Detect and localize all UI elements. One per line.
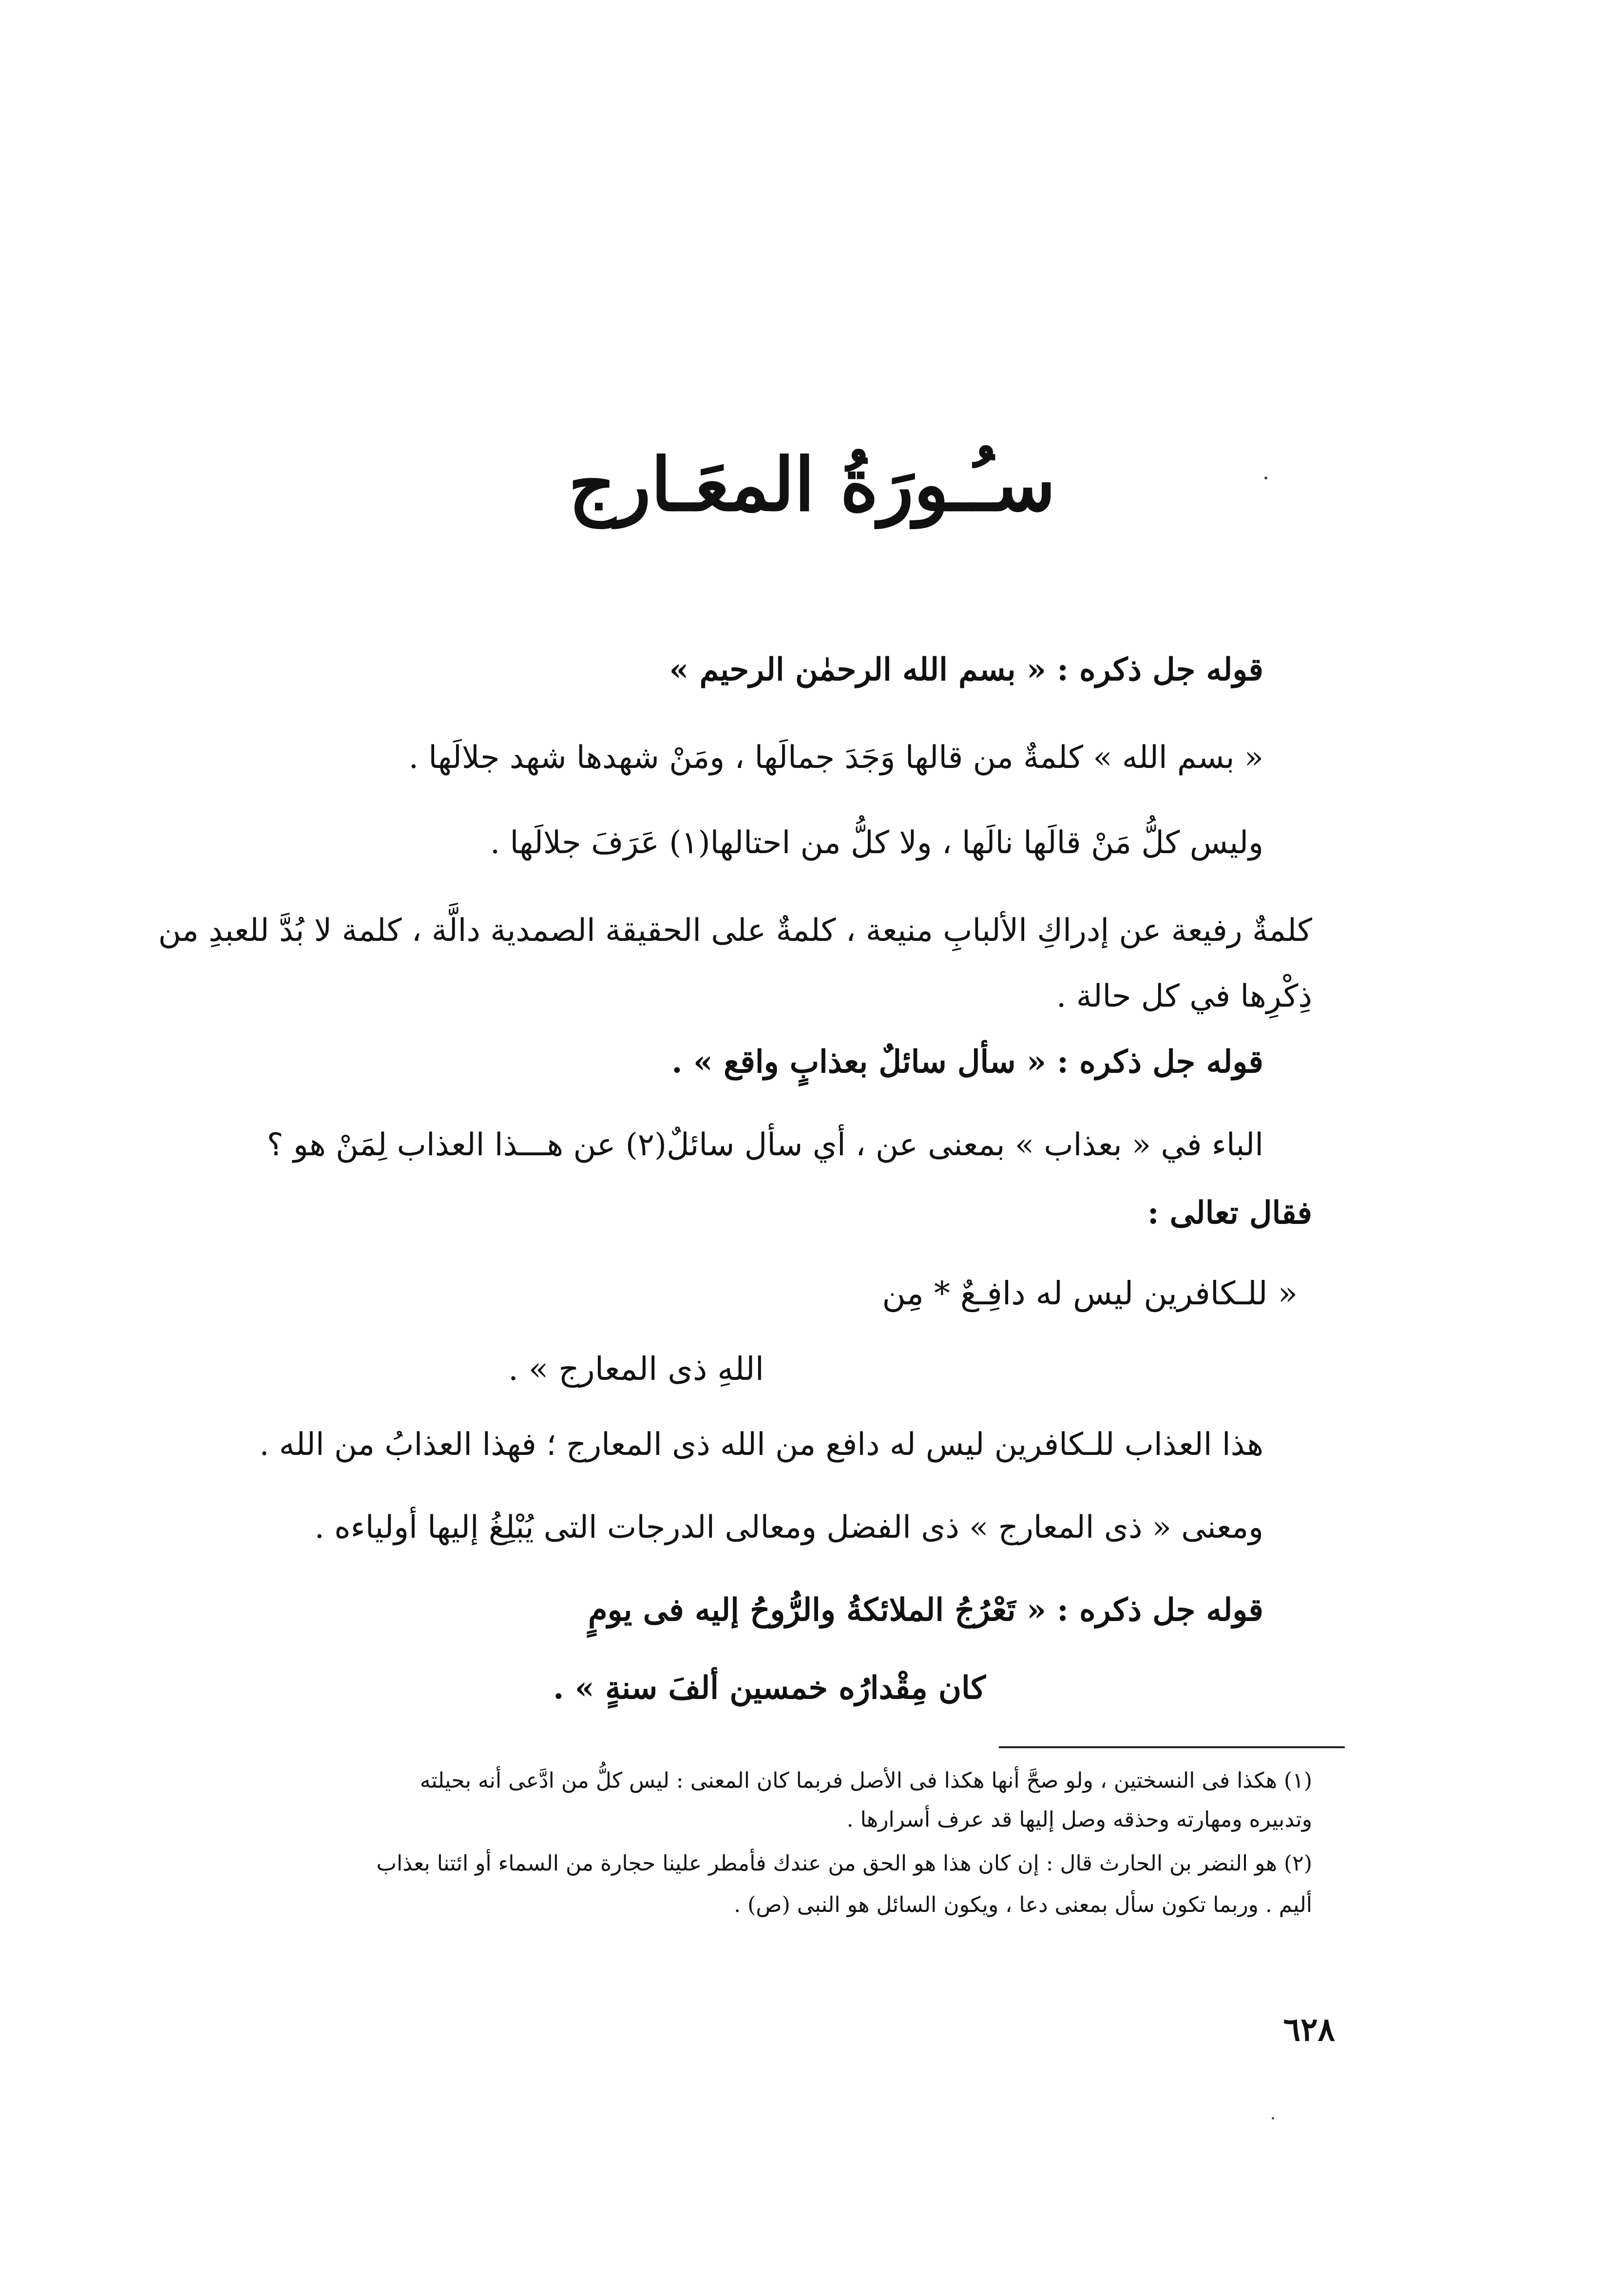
paragraph-line: هذا العذاب للـكافرين ليس له دافع من الله ذى المعارج ؛ فهذا العذابُ من الله .: [259, 1427, 1263, 1463]
footnote-line: (٢) هو النضر بن الحارث قال : إن كان هذا هو الحق من عندك فأمطر علينا حجارة من السماء أو ائتنا بعذاب: [376, 1851, 1312, 1876]
quran-verse-line: « للـكافرين ليس له دافِـعٌ * مِن: [882, 1275, 1298, 1312]
paragraph-line: الباء في « بعذاب » بمعنى عن ، أي سأل سائلٌ(٢) عن هـــذا العذاب لِمَنْ هو ؟: [267, 1127, 1263, 1163]
page-number: ٦٢٨: [1283, 2010, 1335, 2048]
heading-bismillah: قوله جل ذكره : « بسم الله الرحمٰن الرحيم »: [669, 651, 1263, 688]
paragraph-line: كلمةٌ رفيعة عن إدراكِ الألبابِ منيعة ، كلمةٌ على الحقيقة الصمدية دالَّة ، كلمة لا بُدَّ للعبدِ من: [158, 913, 1312, 949]
footnote-line: أليم . وربما تكون سأل بمعنى دعا ، ويكون السائل هو النبى (ص) .: [734, 1892, 1312, 1917]
surah-title: سـُـورَةُ المعَـارج: [568, 442, 1056, 528]
footnote-line: وتدبيره ومهارته وحذقه وصل إليها قد عرف أسرارها .: [846, 1807, 1312, 1832]
scan-speck: [1272, 2117, 1274, 2119]
footnote-line: (١) هكذا فى النسختين ، ولو صحَّ أنها هكذا فى الأصل فربما كان المعنى : ليس كلُّ من ادَّعى أنه بحيلته: [420, 1768, 1312, 1793]
paragraph-line: « بسم الله » كلمةٌ من قالها وَجَدَ جمالَها ، ومَنْ شهدها شهد جلالَها .: [408, 740, 1263, 776]
paragraph-line: فقال تعالى :: [1147, 1195, 1312, 1231]
scan-speck: [1264, 477, 1267, 479]
quran-verse-line: كان مِقْدارُه خمسين ألفَ سنةٍ » .: [553, 1670, 986, 1706]
heading-verse: قوله جل ذكره : « تَعْرُجُ الملائكةُ والرُّوحُ إليه فى يومٍ: [588, 1592, 1263, 1628]
footnote-separator: [999, 1746, 1345, 1748]
quran-verse-line: اللهِ ذى المعارج » .: [508, 1350, 764, 1388]
paragraph-line: ذِكْرِها في كل حالة .: [1056, 978, 1312, 1014]
paragraph-line: ومعنى « ذى المعارج » ذى الفضل ومعالى الدرجات التى يُبْلِغُ إليها أولياءه .: [314, 1509, 1263, 1546]
heading-verse: قوله جل ذكره : « سأل سائلٌ بعذابٍ واقع » .: [671, 1044, 1263, 1080]
paragraph-line: وليس كلُّ مَنْ قالَها نالَها ، ولا كلُّ من احتالها(١) عَرَفَ جلالَها .: [490, 825, 1263, 861]
